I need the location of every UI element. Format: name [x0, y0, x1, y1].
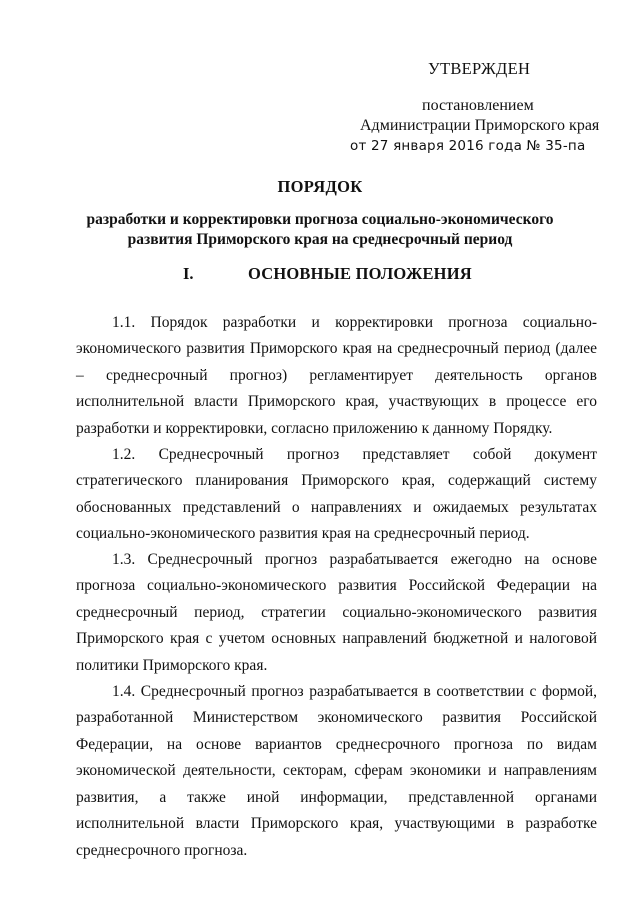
section-name: ОСНОВНЫЕ ПОЛОЖЕНИЯ [248, 264, 472, 283]
section-number: I. [183, 264, 194, 283]
paragraph-1-3: 1.3. Среднесрочный прогноз разрабатывается ежегодно на основе прогноза социально-экономического развития Российской Федерации на среднесрочный период, стратегии социально-экономического развития Приморского края с учетом основных направлений бюджетной и налоговой политики Приморского края. [76, 550, 597, 674]
document-subtitle: разработки и корректировки прогноза социально-экономического развития Приморского края на среднесрочный период [86, 211, 554, 248]
resolution-date: от 27 января 2016 года № 35-па [350, 138, 586, 154]
paragraph-1-4: 1.4. Среднесрочный прогноз разрабатывается в соответствии с формой, разработанной Министерством экономического развития Российской Федерации, на основе вариантов среднесрочного прогноза по видам экономической деятельности, секторам, сферам экономики и направлениям развития, а также иной информации, представленной органами исполнительной власти Приморского края, участвующими в разработке среднесрочного прогноза. [76, 682, 597, 859]
resolution-line: постановлением [422, 97, 534, 114]
paragraph-1-2: 1.2. Среднесрочный прогноз представляет собой документ стратегического планирования Приморского края, содержащий систему обоснованных представлений о направлениях и ожидаемых результатах социально-экономического развития края на среднесрочный период. [76, 445, 597, 542]
document-title: ПОРЯДОК [277, 177, 363, 196]
administration-line: Администрации Приморского края [360, 117, 600, 134]
paragraph-1-1: 1.1. Порядок разработки и корректировки прогноза социально-экономического развития Приморского края на среднесрочный период (далее – среднесрочный прогноз) регламентирует деятельность органов исполнительной власти Приморского края, участвующих в процессе его разработки и корректировки, согласно приложению к данному Порядку. [76, 313, 597, 437]
approved-label: УТВЕРЖДЕН [428, 59, 531, 78]
